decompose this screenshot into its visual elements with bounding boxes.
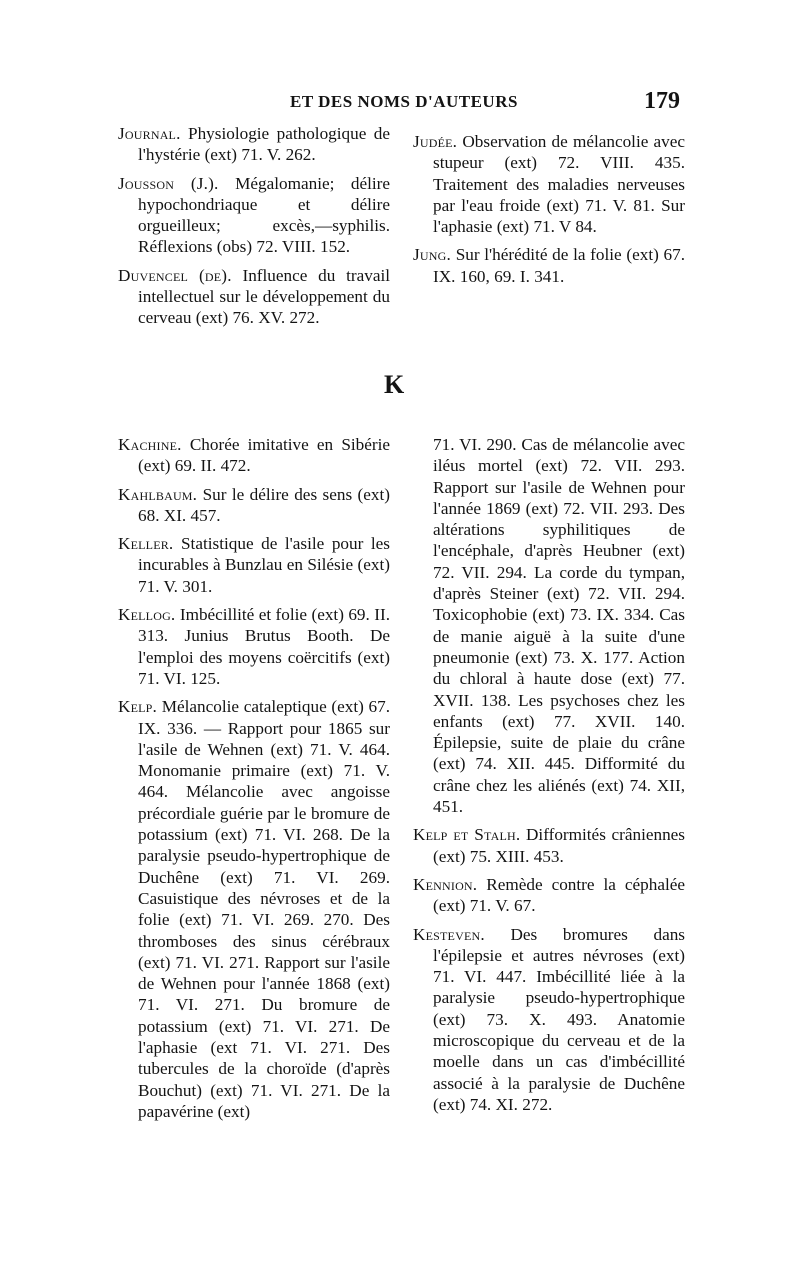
entry-author: Kellog. xyxy=(118,605,176,625)
index-entry xyxy=(118,533,390,597)
entry-author: Kelp et Stalh. xyxy=(413,825,521,845)
entry-text: Chorée imitative en Sibérie (ext) 69. II. 472. xyxy=(138,435,391,476)
entry-text: 71. VI. 290. Cas de mélancolie avec iléus mortel (ext) 72. VII. 293. Rapport sur l'asile de Wehnen pour l'année 1869 (ext) 72. VII. 293. Des altérations syphilitiques de l'encéphale, d'après Heubner (ext) 72. VII. 294. La corde du tympan, d'après Steiner (ext) 72. VII. 294. Toxicophobie (ext) 73. IX. 334. Cas de manie aiguë à la suite d'une pneumonie (ext) 73. X. 177. Action du chloral à haute dose (ext) 77. XVII. 138. Les psychoses chez les enfants (ext) 77. XVII. 140. Épilepsie, suite de plaie du crâne (ext) 74. XII. 445. Difformité du crâne chez les aliénés (ext) 74. XII, 451. xyxy=(433,435,685,817)
entry-author: Kachine. xyxy=(118,435,182,454)
index-entry-continuation xyxy=(413,434,685,817)
entry-author: Judée. xyxy=(413,132,458,151)
entry-author: Duvencel (de). xyxy=(118,265,232,285)
left-column-bottom xyxy=(118,434,390,1129)
left-column-top xyxy=(118,123,390,336)
entry-text: Des bromures dans l'épilepsie et autres névroses (ext) 71. VI. 447. Imbécillité liée à la paralysie pseudo-hypertrophique (ext) 73. X. 493. Anatomie microscopique du cerveau et de la moelle dans un cas d'imbécillité associé à la paralysie de Duchêne (ext) 74. XI. 272. xyxy=(433,924,685,1114)
index-entry xyxy=(413,874,685,917)
right-column-bottom xyxy=(413,434,685,1122)
entry-author: Kelp. xyxy=(118,697,158,717)
index-entry xyxy=(118,484,390,527)
index-entry xyxy=(413,924,685,1116)
entry-author: Kesteven. xyxy=(413,924,485,944)
index-entry xyxy=(118,265,390,329)
entry-text: Sur l'hérédité de la folie (ext) 67. IX. 160, 69. I. 341. xyxy=(433,245,686,286)
index-entry xyxy=(118,604,390,689)
entry-author: Jung. xyxy=(413,245,451,265)
index-entry xyxy=(118,696,390,1122)
running-title: ET DES NOMS D'AUTEURS xyxy=(290,92,518,111)
right-column-top xyxy=(413,131,685,294)
running-header xyxy=(100,88,690,116)
entry-author: Jousson (J.). xyxy=(118,173,219,193)
entry-author: Kennion. xyxy=(413,874,478,894)
index-entry xyxy=(413,131,685,237)
entry-author: Kahlbaum. xyxy=(118,484,198,504)
section-letter: K xyxy=(384,370,405,399)
entry-text: Remède contre la céphalée (ext) 71. V. 67. xyxy=(433,874,685,916)
entry-text: Mélancolie cataleptique (ext) 67. IX. 336. — Rapport pour 1865 sur l'asile de Wehnen (ext) 71. V. 464. Monomanie primaire (ext) 71. V. 464. Mélancolie avec angoisse précordiale guérie par le bromure de potassium (ext) 71. VI. 268. De la paralysie pseudo-hypertrophique de Duchêne (ext) 71. VI. 269. Casuistique des névroses et de la folie (ext) 71. VI. 269. 270. Des thromboses des sinus cérébraux (ext) 71. VI. 271. Rapport sur l'asile de Wehnen pour l'année 1868 (ext) 71. VI. 271. Du bromure de potassium (ext) 71. VI. 271. De l'aphasie (ext 71. VI. 271. Des tubercules de la choroïde (d'après Bouchut) (ext) 71. VI. 271. De la papavérine (ext) xyxy=(138,697,390,1121)
index-entry xyxy=(118,123,390,166)
index-entry xyxy=(413,824,685,867)
entry-text: Statistique de l'asile pour les incurables à Bunzlau en Silésie (ext) 71. V. 301. xyxy=(138,534,390,596)
entry-text: Physiologie pathologique de l'hystérie (ext) 71. V. 262. xyxy=(138,124,390,165)
entry-text: Mégalomanie; délire hypochondriaque et délire orgueilleux; excès,—syphilis. Réflexions (obs) 72. VIII. 152. xyxy=(138,173,391,257)
entry-author: Journal. xyxy=(118,124,181,143)
entry-text: Sur le délire des sens (ext) 68. XI. 457. xyxy=(138,484,390,525)
entry-text: Imbécillité et folie (ext) 69. II. 313. Junius Brutus Booth. De l'emploi des moyens coërcitifs (ext) 71. VI. 125. xyxy=(138,605,390,688)
page-number: 179 xyxy=(644,88,680,114)
index-entry xyxy=(413,244,685,287)
index-entry xyxy=(118,173,390,258)
entry-author: Keller. xyxy=(118,534,174,554)
entry-text: Influence du travail intellectuel sur le développement du cerveau (ext) 76. XV. 272. xyxy=(138,265,390,328)
index-entry xyxy=(118,434,390,477)
entry-text: Difformités crâniennes (ext) 75. XIII. 453. xyxy=(433,825,685,866)
entry-text: Observation de mélancolie avec stupeur (ext) 72. VIII. 435. Traitement des maladies nerveuses par l'eau froide (ext) 71. V. 81. Sur l'aphasie (ext) 71. V 84. xyxy=(433,132,686,237)
